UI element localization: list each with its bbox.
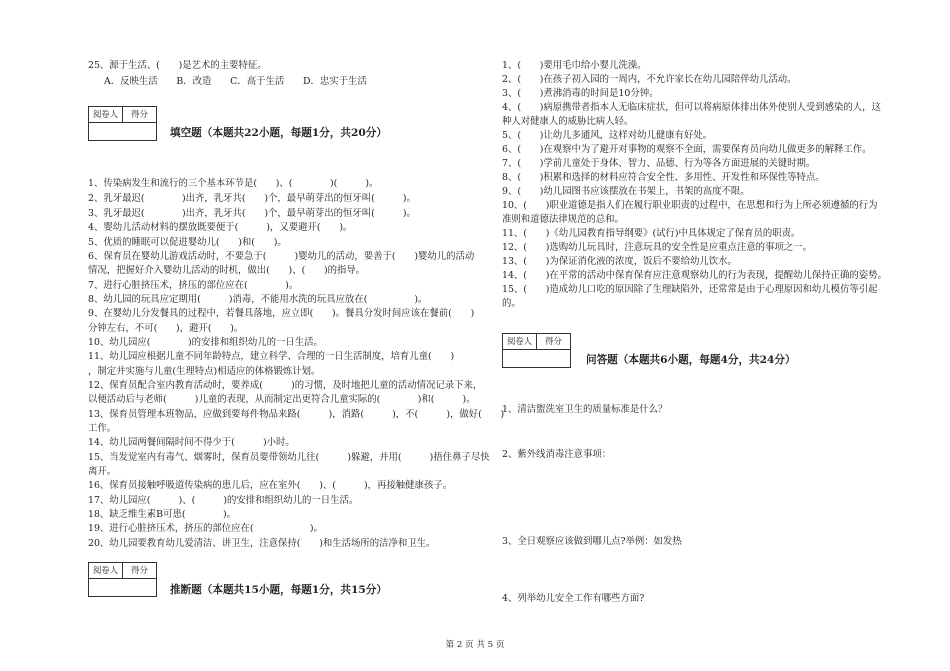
score-label: 得分 [122,107,156,122]
fill-line: 4、婴幼儿活动材料的摆放既要便于( )，又要避开( )。 [88,222,353,233]
question-25: 25、源于生活、( )是艺术的主要特征。 [88,60,267,71]
judge-line: 7、( )学前儿童处于身体、智力、品德、行为等各方面进展的关键时期。 [502,158,816,169]
grader-label: 阅卷人 [92,109,119,119]
fill-line: 1、传染病发生和流行的三个基本环节是( )、( )( )。 [88,178,379,189]
fill-line: 11、幼儿园应根据儿童不同年龄特点，建立科学、合理的一日生活制度，培育儿童( ) [88,351,455,362]
judge-line: 8、( )积累和选择的材料应符合安全性、多用性、开发性和环保性等特点。 [502,172,825,183]
qa-question: 3、全日观察应该做到哪儿点?举例：如发热 [502,536,682,547]
fill-line: 20、幼儿园要教育幼儿爱清洁、讲卫生，注意保持( )和生活场所的洁净和卫生。 [88,538,436,549]
fill-line: 情况，把握好介入婴幼儿活动的时机，做出( )、( )的指导。 [88,265,366,276]
qa-question: 4、列举幼儿安全工作有哪些方面? [502,593,645,604]
judge-line: 2、( )在孩子初入园的一周内，不允许家长在幼儿园陪伴幼儿活动。 [502,74,797,85]
page-footer: 第 2 页 共 5 页 [445,640,505,650]
score-box-judge [88,562,157,597]
fill-line: 13、保育员管理本班物品，应做到要每件物品来路( )，消路( )，不( )，做好( ) [88,409,505,420]
judge-line: 4、( )病原携带者指本人无临床症状，但可以将病原体排出体外使别人受到感染的人，这 [502,102,881,113]
fill-line: 17、幼儿园应( )、( )的安排和组织幼儿的一日生活。 [88,495,359,506]
judge-section-title: 推断题（本题共15小题，每题1分，共15分） [170,584,387,596]
fill-line: 8、幼儿园的玩具应定期用( )消毒，不能用水洗的玩具应放在( )。 [88,294,428,305]
judge-line: 13、( )为保证消化液的浓度，饭后不要给幼儿饮水。 [502,256,737,267]
qa-section-title: 问答题（本题共6小题，每题4分，共24分） [586,354,796,366]
judge-line: 10、( )职业道德是指人们在履行职业职责的过程中，在思想和行为上所必须遵循的行为 [502,200,878,211]
fill-line: 6、保育员在婴幼儿游戏活动时，不要急于( )婴幼儿的活动，要善于( )婴幼儿的活动 [88,251,475,262]
fill-line: 19、进行心脏挤压术，挤压的部位应在( )。 [88,523,323,534]
fill-line: 16、保育员接触呼吸道传染病的患儿后，应在室外( )、( )，再接触健康孩子。 [88,480,453,491]
judge-line: 15、( )造成幼儿口吃的原因除了生理缺陷外，还常常是由于心理原因和幼儿模仿等引起 [502,284,878,295]
judge-line: 1、( )要用毛巾给小婴儿洗澡。 [502,60,647,71]
fill-line: 3、乳牙最迟( )出齐，乳牙共( )个，最早萌芽出的恒牙叫( )。 [88,208,416,219]
judge-line: 准则和道德法律规范的总和。 [502,214,624,225]
fill-line: 以便活动后与老师( )儿童的表现，从而制定出更符合儿童实际的( )和( )。 [88,394,476,405]
score-label: 得分 [122,563,156,578]
fill-line: 12、保育员配合室内教育活动时，要养成( )的习惯，及时地把儿童的活动情况记录下来， [88,380,483,391]
judge-line: 9、( )幼儿园图书应该摆放在书架上，书架的高度不限。 [502,186,750,197]
fill-line: 5、优质的睡眠可以促进婴幼儿( )和( )。 [88,237,287,248]
qa-question: 1、清洁盥洗室卫生的质量标准是什么？ [502,404,668,415]
grader-label: 阅卷人 [92,565,119,575]
judge-line: 种人对健康人的威胁比病人轻。 [502,116,634,127]
grader-label: 阅卷人 [506,336,533,346]
question-25-options: A．反映生活 B．改造 C．高于生活 D．忠实于生活 [104,76,367,87]
judge-line: 6、( )在观察中为了避开对事物的观察不全面，需要保育员向幼儿做更多的解释工作。 [502,144,872,155]
fill-section-title: 填空题（本题共22小题，每题1分，共20分） [170,127,387,139]
score-box-fill [88,106,157,141]
judge-line: 5、( )让幼儿多通风，这样对幼儿健康有好处。 [502,130,713,141]
score-box-qa [502,333,571,368]
qa-question: 2、紫外线消毒注意事项： [502,449,612,460]
judge-line: 11、( )《幼儿园教育指导纲要》(试行)中具体规定了保育员的职责。 [502,228,801,239]
score-label: 得分 [536,334,570,349]
fill-line: ，制定并实施与儿童(生理特点)相适应的体格锻炼计划。 [88,366,321,377]
fill-line: 7、进行心脏挤压术，挤压的部位应在( )。 [88,280,299,291]
fill-line: 离开。 [88,466,117,477]
fill-line: 15、当发觉室内有毒气、烟雾时，保育员要带领幼儿往( )躲避，并用( )捂住鼻子尽快 [88,452,490,463]
fill-line: 分钟左右，不可( )，避开( )。 [88,323,244,334]
fill-line: 18、缺乏维生素B可患( )。 [88,509,237,520]
judge-line: 12、( )选购幼儿玩具时，注意玩具的安全性是应重点注意的事项之一。 [502,242,812,253]
judge-line: 14、( )在平常的活动中保育保育应注意观察幼儿的行为表现，提醒幼儿保持正确的姿势。 [502,270,887,281]
fill-line: 2、乳牙最迟( )出齐，乳牙共( )个，最早萌芽出的恒牙叫( )。 [88,193,416,204]
fill-line: 工作。 [88,423,117,434]
judge-line: 的。 [502,298,521,309]
fill-line: 9、在婴幼儿分发餐具的过程中，若餐具落地，应立即( )。餐具分发时间应该在餐前( ) [88,308,475,319]
fill-line: 14、幼儿园两餐间隔时间不得少于( )小时。 [88,437,295,448]
judge-line: 3、( )煮沸消毒的时间是10分钟。 [502,88,659,99]
fill-line: 10、幼儿园应( )的安排和组织幼儿的一日生活。 [88,337,323,348]
